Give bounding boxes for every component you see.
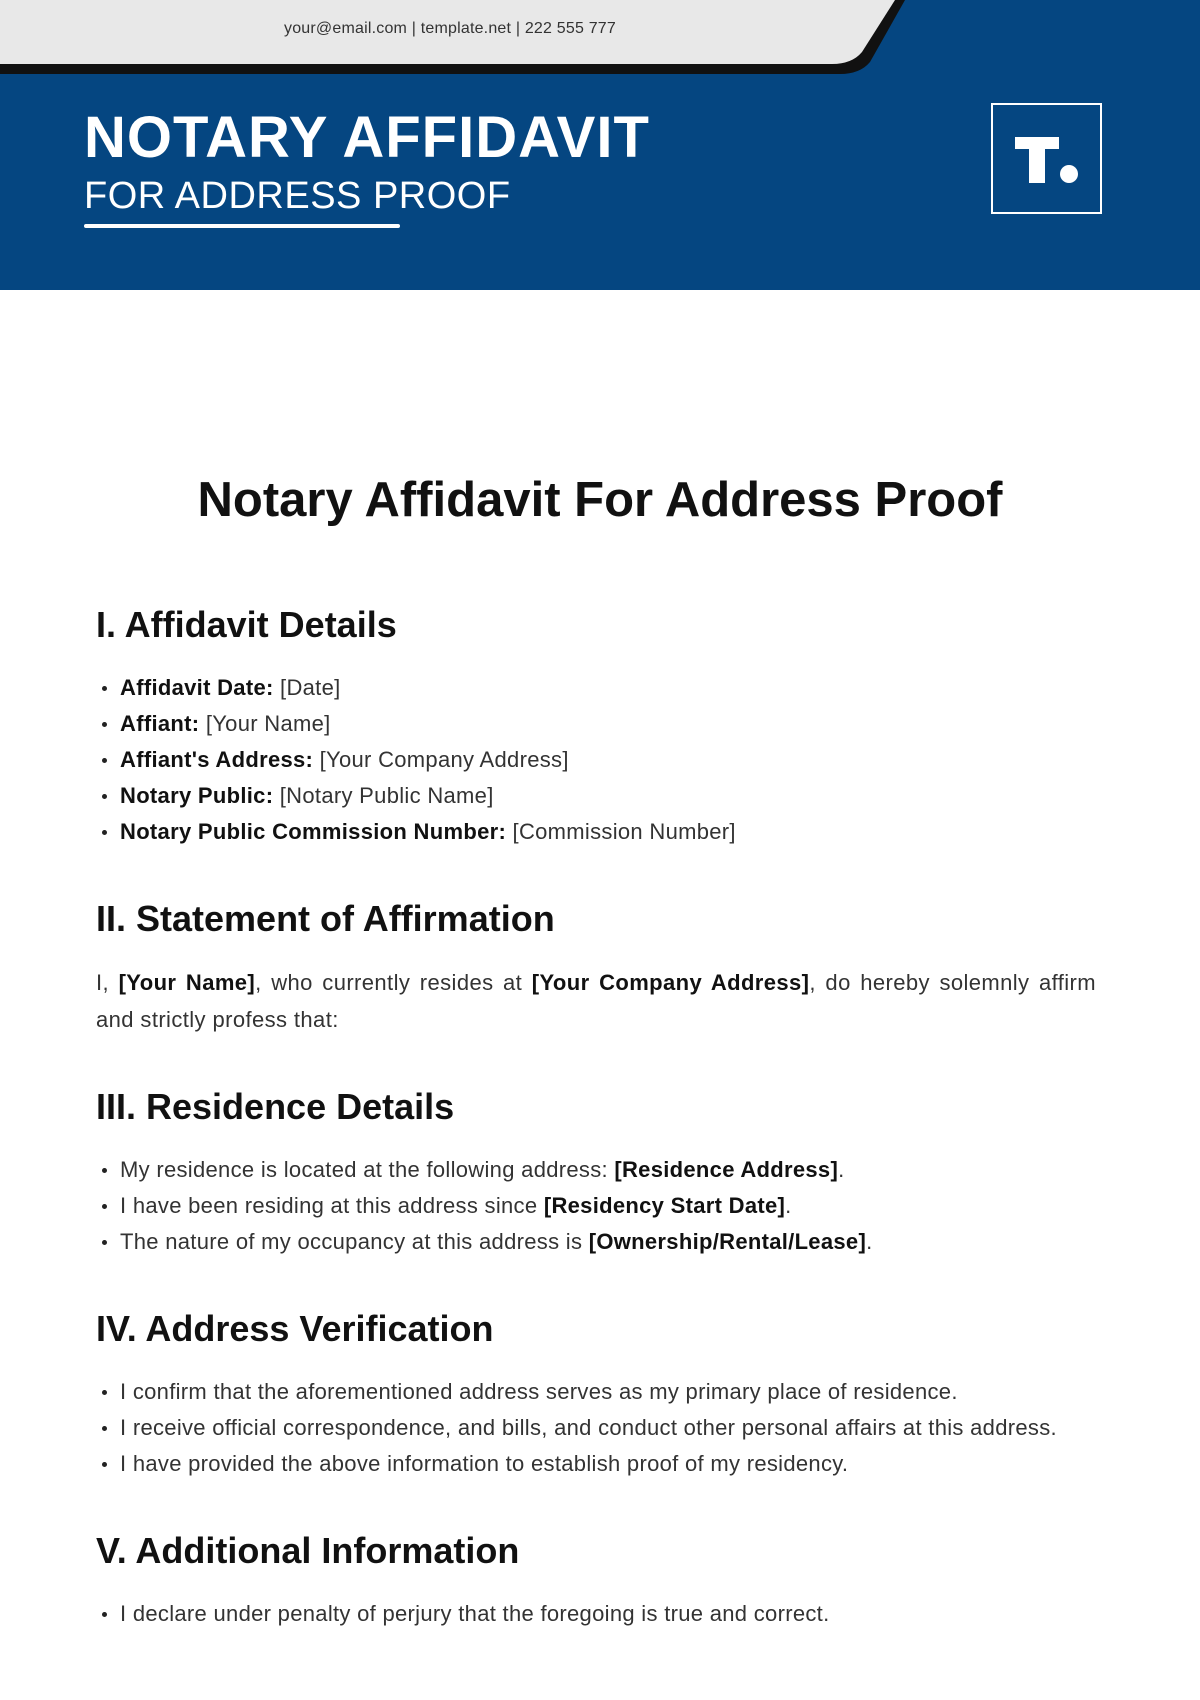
section-heading: II. Statement of Affirmation — [96, 898, 555, 939]
list-item — [120, 814, 1096, 850]
list-item — [120, 706, 1096, 742]
field-value: [Your Name] — [205, 711, 331, 736]
field-label: Notary Public Commission Number: — [120, 819, 507, 844]
residence-details-list — [96, 1152, 1096, 1260]
logo-t-icon — [993, 105, 1100, 212]
list-item: I declare under penalty of perjury that the foregoing is true and correct. — [120, 1596, 1096, 1632]
affirmation-paragraph — [96, 964, 1096, 1038]
section-heading: V. Additional Information — [96, 1530, 520, 1571]
subtitle-underline — [84, 224, 400, 228]
list-item — [120, 1152, 1096, 1188]
text-run: . — [785, 1193, 792, 1218]
header-banner — [0, 0, 1200, 290]
template-logo — [991, 103, 1102, 214]
text-run: The nature of my occupancy at this address is — [120, 1229, 589, 1254]
field-label: Notary Public: — [120, 783, 274, 808]
text-run: I, — [96, 970, 119, 995]
section-statement-of-affirmation — [96, 894, 1096, 1038]
list-item — [120, 1188, 1096, 1224]
banner-subtitle: FOR ADDRESS PROOF — [84, 175, 511, 217]
list-item: I receive official correspondence, and bills, and conduct other personal affairs at this address. — [120, 1410, 1076, 1446]
list-item: I have provided the above information to establish proof of my residency. — [120, 1446, 1076, 1482]
section-residence-details — [96, 1082, 1096, 1260]
list-item — [120, 778, 1096, 814]
section-heading: III. Residence Details — [96, 1086, 455, 1127]
text-run: I have been residing at this address since — [120, 1193, 544, 1218]
placeholder: [Residency Start Date] — [543, 1193, 786, 1218]
text-run: , who currently resides at — [255, 970, 532, 995]
contact-tab-shape — [0, 0, 1200, 80]
text-run: My residence is located at the following address: — [120, 1157, 615, 1182]
document-title: Notary Affidavit For Address Proof — [197, 473, 1003, 527]
section-address-verification — [96, 1304, 1096, 1482]
affidavit-details-list — [96, 670, 1096, 850]
field-label: Affiant's Address: — [120, 747, 314, 772]
field-label: Affidavit Date: — [120, 675, 274, 700]
placeholder: [Residence Address] — [614, 1157, 839, 1182]
list-item — [120, 670, 1096, 706]
list-item — [120, 742, 1096, 778]
text-run: . — [838, 1157, 845, 1182]
placeholder-name: [Your Name] — [118, 970, 256, 995]
list-item — [120, 1224, 1096, 1260]
banner-title: NOTARY AFFIDAVIT — [84, 105, 650, 170]
field-value: [Notary Public Name] — [279, 783, 494, 808]
field-value: [Commission Number] — [512, 819, 736, 844]
text-run: , do hereby solemnly affirm and strictly profess that: — [96, 970, 1096, 1032]
field-value: [Date] — [280, 675, 341, 700]
document-body — [96, 600, 1096, 1676]
additional-information-list — [96, 1596, 1096, 1632]
text-run: . — [866, 1229, 873, 1254]
contact-info: your@email.com | template.net | 222 555 777 — [284, 20, 616, 37]
section-heading: IV. Address Verification — [96, 1308, 494, 1349]
field-value: [Your Company Address] — [319, 747, 569, 772]
section-affidavit-details — [96, 600, 1096, 850]
field-label: Affiant: — [120, 711, 200, 736]
section-heading: I. Affidavit Details — [96, 604, 397, 645]
address-verification-list — [96, 1374, 1096, 1482]
placeholder: [Ownership/Rental/Lease] — [588, 1229, 867, 1254]
list-item: I confirm that the aforementioned address serves as my primary place of residence. — [120, 1374, 1076, 1410]
placeholder-address: [Your Company Address] — [531, 970, 810, 995]
section-additional-information — [96, 1526, 1096, 1632]
